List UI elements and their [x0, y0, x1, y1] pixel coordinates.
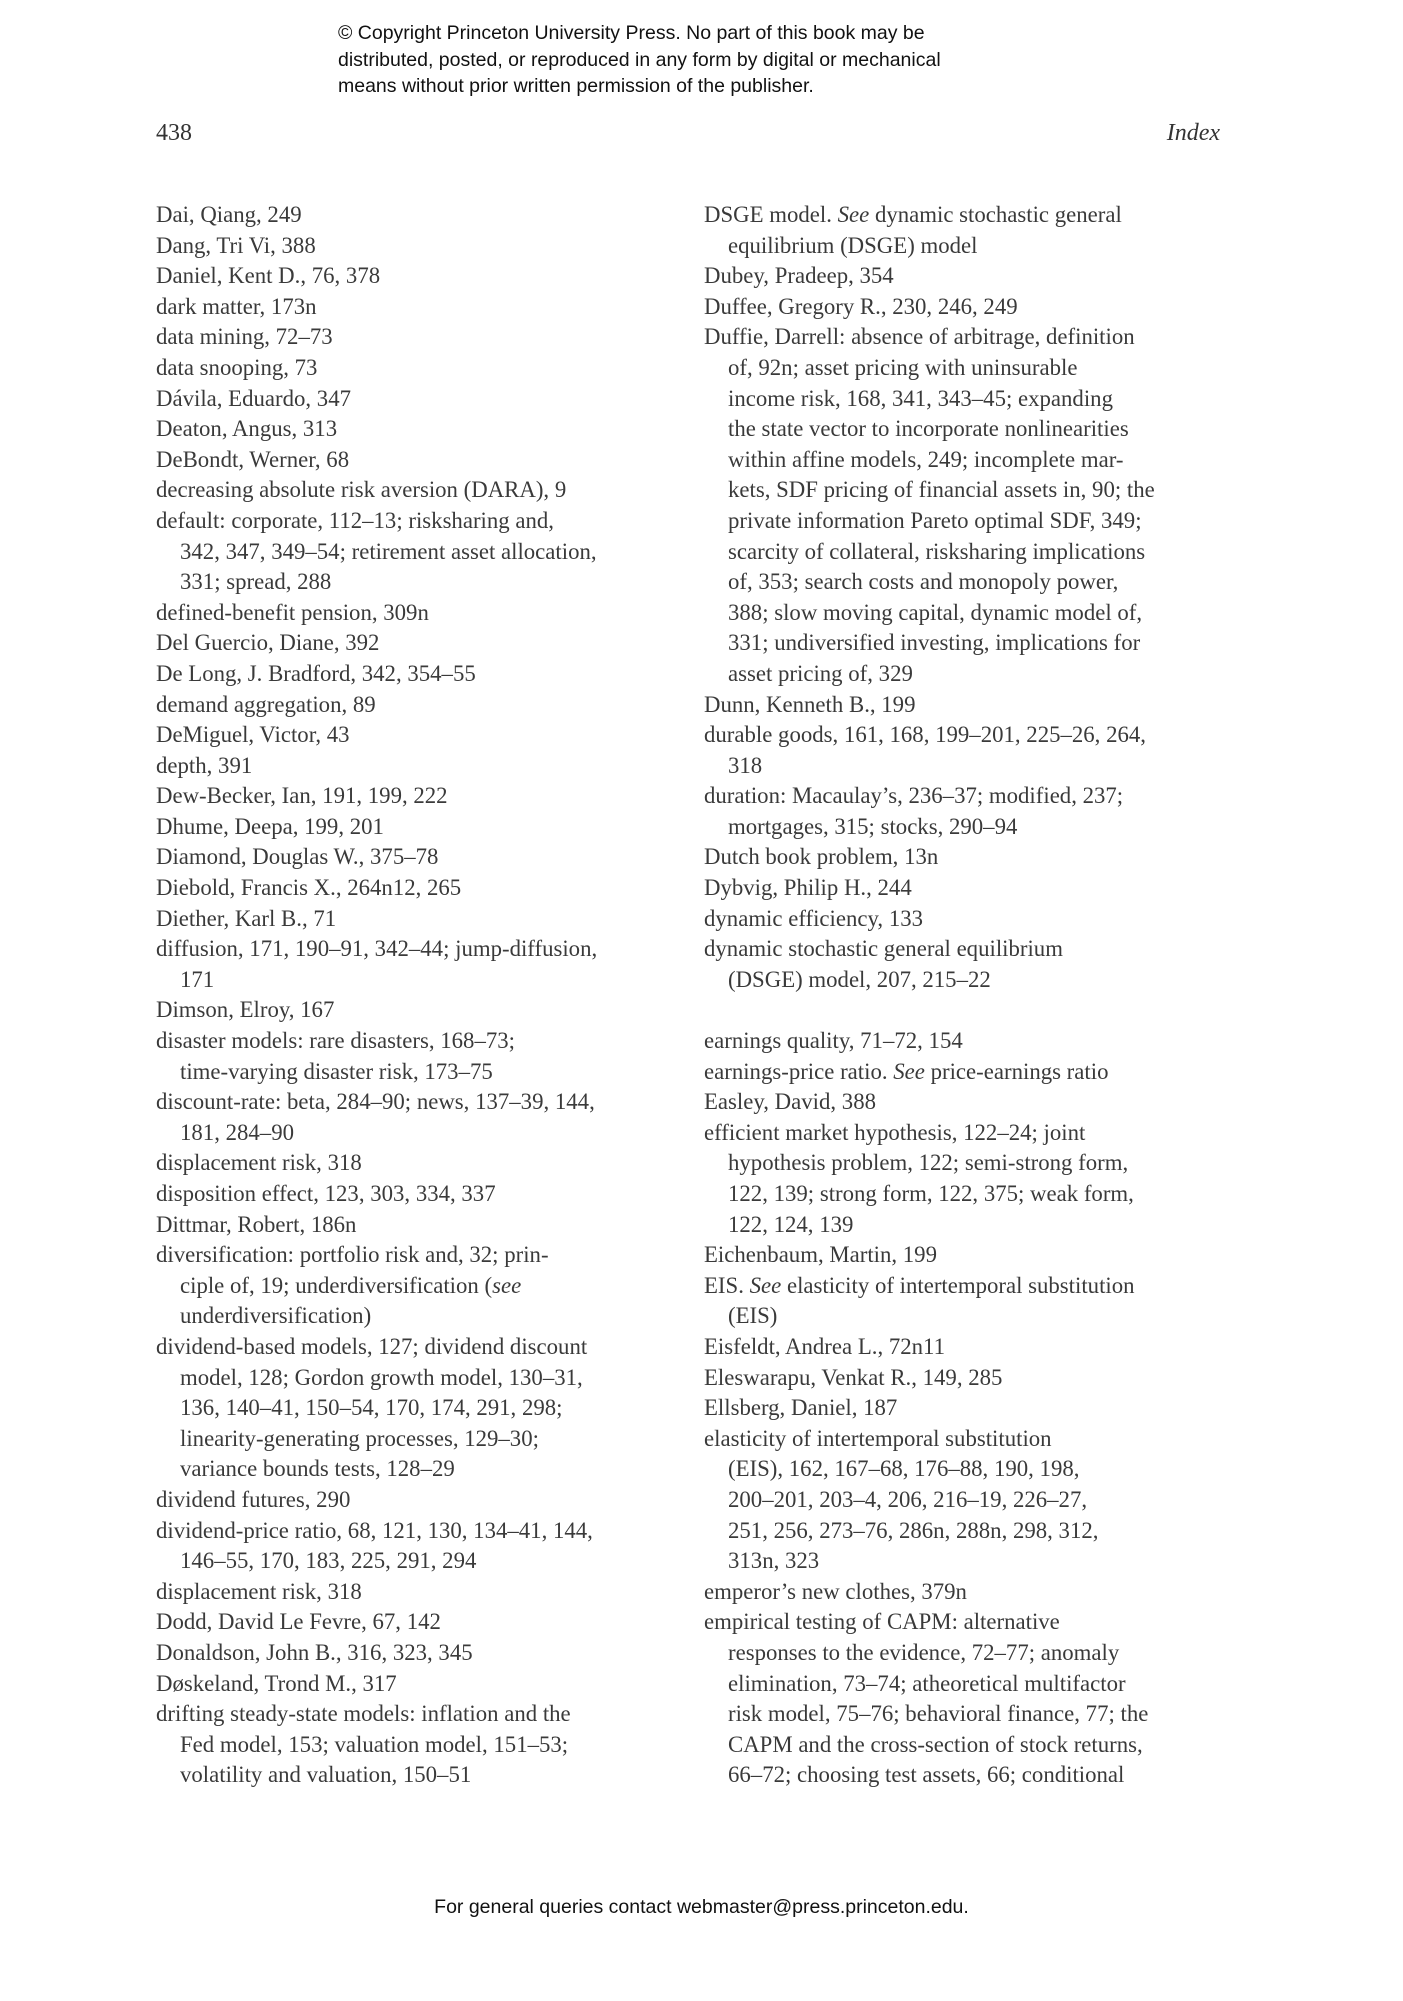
index-entry-line: Dhume, Deepa, 199, 201	[156, 813, 384, 839]
index-entry-continuation: time-varying disaster risk, 173–75	[180, 1058, 493, 1084]
index-entry	[156, 1577, 676, 1608]
index-entry-continuation: 136, 140–41, 150–54, 170, 174, 291, 298;	[180, 1395, 563, 1421]
index-entry	[704, 873, 1224, 904]
index-entry	[704, 1271, 1224, 1332]
index-entry-line: DeBondt, Werner, 68	[156, 446, 350, 472]
index-entry	[704, 1240, 1224, 1271]
index-entry	[704, 261, 1224, 292]
index-entry	[156, 995, 676, 1026]
index-entry-line: durable goods, 161, 168, 199–201, 225–26, 264,	[704, 722, 1146, 748]
index-entry-line: dynamic stochastic general equilibrium	[704, 936, 1063, 962]
index-entry	[156, 720, 676, 751]
index-entry-line: Donaldson, John B., 316, 323, 345	[156, 1639, 473, 1665]
index-entry	[704, 690, 1224, 721]
copyright-notice	[338, 20, 1098, 100]
index-entry	[156, 1485, 676, 1516]
index-entry-continuation: risk model, 75–76; behavioral finance, 77; the	[728, 1701, 1149, 1727]
index-entry-line: dividend-price ratio, 68, 121, 130, 134–41, 144,	[156, 1517, 593, 1543]
index-entry-continuation: (EIS)	[728, 1303, 778, 1329]
index-entry-line: duration: Macaulay’s, 236–37; modified, 237;	[704, 783, 1124, 809]
index-entry	[704, 1424, 1224, 1577]
index-column-left	[156, 200, 676, 1791]
index-entry-line: emperor’s new clothes, 379n	[704, 1578, 967, 1604]
running-head: Index	[1166, 120, 1220, 146]
index-section-e	[704, 1026, 1224, 1791]
index-entry	[156, 322, 676, 353]
index-entry-continuation: 331; undiversified investing, implications for	[728, 630, 1141, 656]
index-entry	[156, 1148, 676, 1179]
index-entry-continuation: (DSGE) model, 207, 215–22	[728, 966, 991, 992]
index-entry-continuation: equilibrium (DSGE) model	[728, 232, 978, 258]
index-entry-line: data mining, 72–73	[156, 324, 333, 350]
index-entry-line: diffusion, 171, 190–91, 342–44; jump-diffusion,	[156, 936, 598, 962]
index-entry-continuation: mortgages, 315; stocks, 290–94	[728, 813, 1018, 839]
index-entry-line: De Long, J. Bradford, 342, 354–55	[156, 660, 476, 686]
index-entry	[156, 231, 676, 262]
index-entry-continuation: Fed model, 153; valuation model, 151–53;	[180, 1731, 569, 1757]
index-entry-line: Duffie, Darrell: absence of arbitrage, definition	[704, 324, 1135, 350]
index-entry	[156, 934, 676, 995]
index-entry-line: disaster models: rare disasters, 168–73;	[156, 1028, 515, 1054]
index-entry-line: Dew-Becker, Ian, 191, 199, 222	[156, 783, 448, 809]
index-entry-continuation: 313n, 323	[728, 1548, 820, 1574]
index-entry-continuation: 342, 347, 349–54; retirement asset allocation,	[180, 538, 597, 564]
index-entry-continuation: responses to the evidence, 72–77; anomaly	[728, 1639, 1120, 1665]
index-entry-line: dark matter, 173n	[156, 293, 317, 319]
see-reference: See	[837, 202, 870, 227]
index-entry-continuation: CAPM and the cross-section of stock returns,	[728, 1731, 1143, 1757]
index-entry-line: Dybvig, Philip H., 244	[704, 875, 912, 901]
index-entry-line: defined-benefit pension, 309n	[156, 599, 429, 625]
index-entry-line: depth, 391	[156, 752, 253, 778]
index-entry-continuation: 122, 139; strong form, 122, 375; weak form,	[728, 1181, 1134, 1206]
index-entry	[704, 1118, 1224, 1240]
index-entry-continuation: kets, SDF pricing of financial assets in, 90; the	[728, 477, 1155, 503]
index-entry-line: Diether, Karl B., 71	[156, 905, 337, 931]
index-entry	[704, 720, 1224, 781]
index-entry-continuation: of, 92n; asset pricing with uninsurable	[728, 354, 1078, 380]
index-entry	[704, 934, 1224, 995]
index-entry-line: Eleswarapu, Venkat R., 149, 285	[704, 1364, 1003, 1390]
index-entry-continuation: asset pricing of, 329	[728, 660, 913, 686]
page-number: 438	[156, 120, 192, 146]
index-entry-line: Duffee, Gregory R., 230, 246, 249	[704, 293, 1018, 319]
index-entry	[156, 1179, 676, 1210]
index-entry	[704, 1393, 1224, 1424]
index-entry	[704, 1332, 1224, 1363]
see-reference: See	[893, 1058, 925, 1084]
index-entry-continuation: 388; slow moving capital, dynamic model of,	[728, 599, 1143, 625]
index-entry	[704, 1026, 1224, 1057]
index-entry	[704, 1363, 1224, 1394]
index-entry	[156, 812, 676, 843]
index-entry-continuation: 66–72; choosing test assets, 66; conditional	[728, 1762, 1125, 1788]
index-entry	[704, 1607, 1224, 1791]
index-entry	[156, 1210, 676, 1241]
index-entry-continuation: hypothesis problem, 122; semi-strong form,	[728, 1150, 1129, 1176]
index-entry-line: efficient market hypothesis, 122–24; joint	[704, 1119, 1086, 1145]
index-entry-continuation: 146–55, 170, 183, 225, 291, 294	[180, 1548, 477, 1574]
index-entry-line: empirical testing of CAPM: alternative	[704, 1609, 1060, 1635]
index-entry-line: EIS. See elasticity of intertemporal substitution	[704, 1272, 1135, 1298]
index-entry-continuation: underdiversification)	[180, 1303, 372, 1329]
index-entry	[156, 1638, 676, 1669]
index-entry	[704, 322, 1224, 689]
index-entry-line: Dubey, Pradeep, 354	[704, 263, 894, 289]
footer-contact: For general queries contact webmaster@press.princeton.edu.	[434, 1896, 969, 1918]
index-entry	[156, 873, 676, 904]
index-entry-line: decreasing absolute risk aversion (DARA), 9	[156, 477, 567, 503]
index-entry-continuation: 251, 256, 273–76, 286n, 288n, 298, 312,	[728, 1517, 1099, 1543]
index-entry-line: Easley, David, 388	[704, 1089, 876, 1115]
index-entry-line: Dimson, Elroy, 167	[156, 997, 335, 1023]
index-entry-continuation: 200–201, 203–4, 206, 216–19, 226–27,	[728, 1486, 1088, 1512]
index-entry-line: earnings-price ratio. See price-earnings ratio	[704, 1058, 1109, 1084]
index-entry	[156, 1240, 676, 1332]
see-reference: See	[749, 1272, 782, 1298]
index-entry-line: default: corporate, 112–13; risksharing and,	[156, 507, 554, 533]
index-entry-continuation: model, 128; Gordon growth model, 130–31,	[180, 1364, 583, 1390]
copyright-line: © Copyright Princeton University Press. No part of this book may be	[338, 22, 925, 44]
index-entry-continuation: private information Pareto optimal SDF, 349;	[728, 507, 1142, 533]
copyright-line: distributed, posted, or reproduced in any form by digital or mechanical	[338, 48, 941, 71]
index-entry-line: disposition effect, 123, 303, 334, 337	[156, 1181, 496, 1206]
index-entry-line: drifting steady-state models: inflation and the	[156, 1701, 571, 1727]
index-entry-line: earnings quality, 71–72, 154	[704, 1028, 963, 1054]
index-entry	[156, 445, 676, 476]
index-entry-line: Dang, Tri Vi, 388	[156, 232, 316, 258]
index-entry	[156, 1607, 676, 1638]
index-entry-line: displacement risk, 318	[156, 1150, 362, 1176]
index-entry-line: Dutch book problem, 13n	[704, 844, 939, 870]
index-entry	[156, 292, 676, 323]
index-entry-continuation: income risk, 168, 341, 343–45; expanding	[728, 385, 1113, 411]
index-entry-line: discount-rate: beta, 284–90; news, 137–39, 144,	[156, 1089, 595, 1115]
index-entry-line: diversification: portfolio risk and, 32; prin-	[156, 1242, 549, 1268]
index-column-right	[704, 200, 1224, 1791]
index-entry-continuation: 318	[728, 752, 763, 778]
index-entry	[156, 690, 676, 721]
index-entry-continuation: elimination, 73–74; atheoretical multifactor	[728, 1670, 1126, 1696]
index-entry-line: elasticity of intertemporal substitution	[704, 1425, 1052, 1451]
index-entry-line: Dai, Qiang, 249	[156, 202, 302, 227]
index-entry-continuation: linearity-generating processes, 129–30;	[180, 1425, 539, 1451]
index-entry	[704, 200, 1224, 261]
index-entry-line: dividend-based models, 127; dividend discount	[156, 1333, 588, 1359]
index-entry	[704, 1087, 1224, 1118]
index-entry	[156, 475, 676, 506]
index-entry	[156, 414, 676, 445]
copyright-line: means without prior written permission of the publisher.	[338, 75, 814, 97]
index-entry-line: Del Guercio, Diane, 392	[156, 630, 380, 656]
index-entry	[156, 1516, 676, 1577]
index-entry-line: Dunn, Kenneth B., 199	[704, 691, 916, 717]
index-entry	[156, 1026, 676, 1087]
index-entry	[156, 1332, 676, 1485]
index-entry	[156, 659, 676, 690]
index-entry-line: Dodd, David Le Fevre, 67, 142	[156, 1609, 441, 1635]
index-entry-line: Dávila, Eduardo, 347	[156, 385, 351, 411]
index-entry-continuation: 181, 284–90	[180, 1119, 294, 1145]
index-entry-line: DeMiguel, Victor, 43	[156, 722, 350, 748]
index-entry-line: Diamond, Douglas W., 375–78	[156, 844, 439, 870]
index-entry-continuation: (EIS), 162, 167–68, 176–88, 190, 198,	[728, 1456, 1080, 1482]
index-entry-line: dividend futures, 290	[156, 1486, 351, 1512]
index-entry	[156, 1087, 676, 1148]
index-entry	[156, 781, 676, 812]
index-entry-line: Dittmar, Robert, 186n	[156, 1211, 357, 1237]
index-entry-line: DSGE model. See dynamic stochastic general	[704, 202, 1122, 227]
index-entry	[704, 1057, 1224, 1088]
index-entry	[156, 628, 676, 659]
index-entry-line: Eisfeldt, Andrea L., 72n11	[704, 1333, 946, 1359]
index-entry-line: data snooping, 73	[156, 354, 318, 380]
index-entry	[704, 842, 1224, 873]
index-entry-continuation: of, 353; search costs and monopoly power,	[728, 569, 1119, 595]
index-entry-line: displacement risk, 318	[156, 1578, 362, 1604]
index-entry-continuation: 122, 124, 139	[728, 1211, 854, 1237]
index-entry	[156, 904, 676, 935]
see-reference: see	[492, 1272, 522, 1298]
index-entry	[704, 781, 1224, 842]
index-entry	[156, 353, 676, 384]
index-entry-line: Døskeland, Trond M., 317	[156, 1670, 397, 1696]
index-entry-continuation: the state vector to incorporate nonlinearities	[728, 416, 1129, 442]
index-entry	[156, 842, 676, 873]
index-entry	[704, 292, 1224, 323]
index-entry-continuation: scarcity of collateral, risksharing implications	[728, 538, 1146, 564]
index-entry	[156, 1699, 676, 1791]
index-entry	[156, 1669, 676, 1700]
index-entry-continuation: volatility and valuation, 150–51	[180, 1762, 472, 1788]
index-entry-continuation: 171	[180, 966, 215, 992]
index-entry-line: Ellsberg, Daniel, 187	[704, 1395, 898, 1421]
index-entry-continuation: ciple of, 19; underdiversification (see	[180, 1272, 522, 1298]
index-entry	[156, 200, 676, 231]
index-entry-continuation: within affine models, 249; incomplete mar-	[728, 446, 1124, 472]
index-entry-line: dynamic efficiency, 133	[704, 905, 924, 931]
index-entry-continuation: variance bounds tests, 128–29	[180, 1456, 455, 1482]
section-gap	[704, 995, 1224, 1026]
index-entry-line: demand aggregation, 89	[156, 691, 376, 717]
index-entry	[156, 598, 676, 629]
index-entry-line: Diebold, Francis X., 264n12, 265	[156, 875, 462, 901]
index-entry-line: Eichenbaum, Martin, 199	[704, 1242, 937, 1268]
index-entry	[156, 506, 676, 598]
index-entry	[156, 384, 676, 415]
index-entry-line: Deaton, Angus, 313	[156, 416, 338, 442]
index-entry	[704, 904, 1224, 935]
index-entry	[704, 1577, 1224, 1608]
index-entry	[156, 261, 676, 292]
index-entry	[156, 751, 676, 782]
index-entry-continuation: 331; spread, 288	[180, 569, 332, 595]
index-entry-line: Daniel, Kent D., 76, 378	[156, 263, 381, 289]
index-section-d	[704, 200, 1224, 995]
